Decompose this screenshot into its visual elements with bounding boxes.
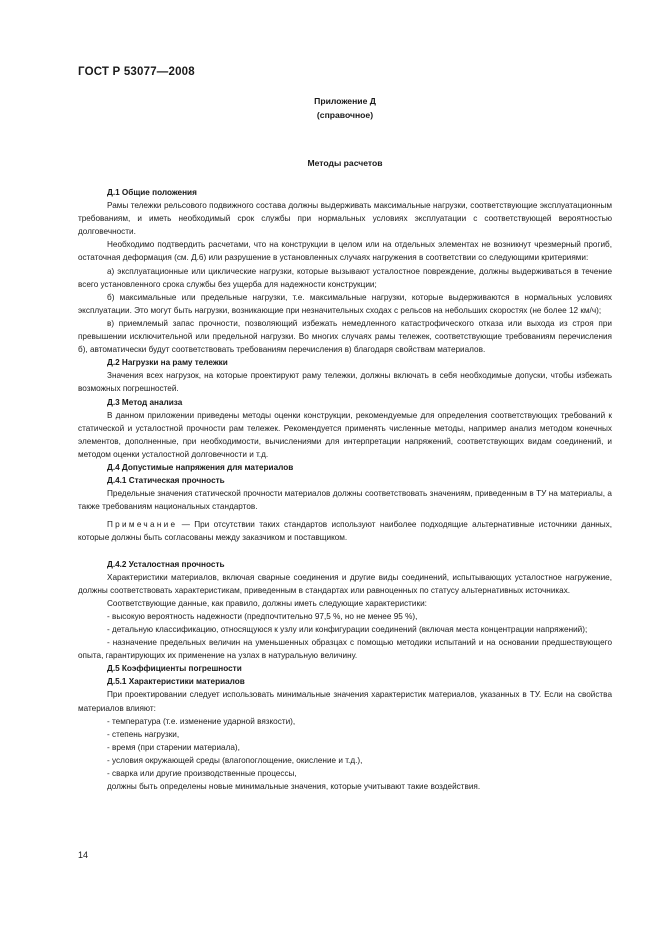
list-item: - время (при старении материала), <box>107 742 240 752</box>
appendix-title: Приложение Д <box>314 96 376 106</box>
paragraph: В данном приложении приведены методы оценки конструкции, рекомендуемые для определения соответствующих требований к статической и усталостной прочности рам тележек. Рекомендуется применять численные методы, например анализ методом конечных элементов, дополненные, при необходимости, вычислениями для интерпретации напряжений, соответствующих видам соединений, и методом оценки усталостной долговечности и т.д. <box>78 410 612 459</box>
subsection-heading: Д.4.1 Статическая прочность <box>107 476 225 486</box>
list-item: а) эксплуатационные или циклические нагрузки, которые вызывают усталостное повреждение, должны выдерживаться в течение всего установленного срока службы без ущерба для надежности конструкции; <box>78 266 612 289</box>
document-body <box>78 186 612 793</box>
list-item: - детальную классификацию, относящуюся к узлу или конфигурации соединений (включая места концентрации напряжений); <box>107 625 588 634</box>
note-label: Примечание <box>107 520 178 530</box>
list-item: - температура (т.е. изменение ударной вязкости), <box>107 716 296 726</box>
paragraph: Соответствующие данные, как правило, должны иметь следующие характеристики: <box>107 598 427 608</box>
section-heading: Д.5 Коэффициенты погрешности <box>107 664 242 674</box>
paragraph: Необходимо подтвердить расчетами, что на конструкции в целом или на отдельных элементах не возникнут чрезмерный прогиб, остаточная деформация (см. Д.6) или разрушение в установленных случаях нагружения в соответствии со следующими критериями: <box>78 240 612 263</box>
subsection-heading: Д.5.1 Характеристики материалов <box>107 677 245 687</box>
list-item: - сварка или другие производственные процессы, <box>107 769 297 779</box>
section-heading: Д.2 Нагрузки на раму тележки <box>107 358 228 368</box>
list-item: - назначение предельных величин на уменьшенных образцах с помощью методики испытаний и на основании предшествующего опыта, гарантирующих их применение на узлах в натуральную величину. <box>78 638 612 661</box>
paragraph: Значения всех нагрузок, на которые проектируют раму тележки, должны включать в себя необходимые допуски, чтобы избежать возможных погрешностей. <box>78 371 612 394</box>
paragraph: Рамы тележки рельсового подвижного состава должны выдерживать максимальные нагрузки, соответствующие эксплуатационным требованиям, и иметь необходимый срок службы при нормальных условиях эксплуатации с соответствующей вероятностью долговечности. <box>78 201 612 237</box>
note-text: — При отсутствии таких стандартов используют наиболее подходящие альтернативные источники данных, которые должны быть согласованы между заказчиком и поставщиком. <box>78 520 612 543</box>
list-item: - условия окружающей среды (влагопоглощение, окисление и т.д.), <box>107 755 363 765</box>
section-heading: Д.4 Допустимые напряжения для материалов <box>107 462 294 472</box>
document-title: Методы расчетов <box>307 158 383 168</box>
section-heading: Д.1 Общие положения <box>107 188 197 197</box>
section-heading: Д.3 Метод анализа <box>107 397 183 407</box>
paragraph: Предельные значения статической прочности материалов должны соответствовать значениям, приведенным в ТУ на материалы, а также требованиям национальных стандартов. <box>78 489 612 512</box>
note <box>78 518 612 544</box>
page-number: 14 <box>78 850 89 860</box>
paragraph: должны быть определены новые минимальные значения, которые учитывают такие воздействия. <box>107 782 481 792</box>
paragraph: При проектировании следует использовать минимальные значения характеристик материалов, указанных в ТУ. Если на свойства материалов влияют: <box>78 690 612 713</box>
list-item: - высокую вероятность надежности (предпочтительно 97,5 %, но не менее 95 %), <box>107 611 418 621</box>
appendix-kind: (справочное) <box>316 110 374 120</box>
list-item: б) максимальные или предельные нагрузки, т.е. максимальные нагрузки, которые выдерживаются в нормальных условиях эксплуатации. Это могут быть нагрузки, возникающие при незначительных сходах с рельсов на небольших скоростях (не более 12 км/ч); <box>78 292 612 315</box>
list-item: в) приемлемый запас прочности, позволяющий избежать немедленного катастрофического отказа или выхода из строя при превышении исключительной или предельной нагрузки. Во многих случаях рамы тележек, соответствующие требованиям перечисления б), автоматически будут соответствовать требованиям перечисления в) благодаря свойствам материалов. <box>78 318 612 355</box>
subsection-heading: Д.4.2 Усталостная прочность <box>107 559 225 569</box>
paragraph: Характеристики материалов, включая сварные соединения и другие виды соединений, испытывающих усталостное нагружение, должны соответствовать характеристикам, приведенным в стандартах или равноценных по статусу альтернативных источниках. <box>78 572 612 595</box>
list-item: - степень нагрузки, <box>107 729 180 739</box>
standard-header: ГОСТ Р 53077—2008 <box>78 66 195 78</box>
